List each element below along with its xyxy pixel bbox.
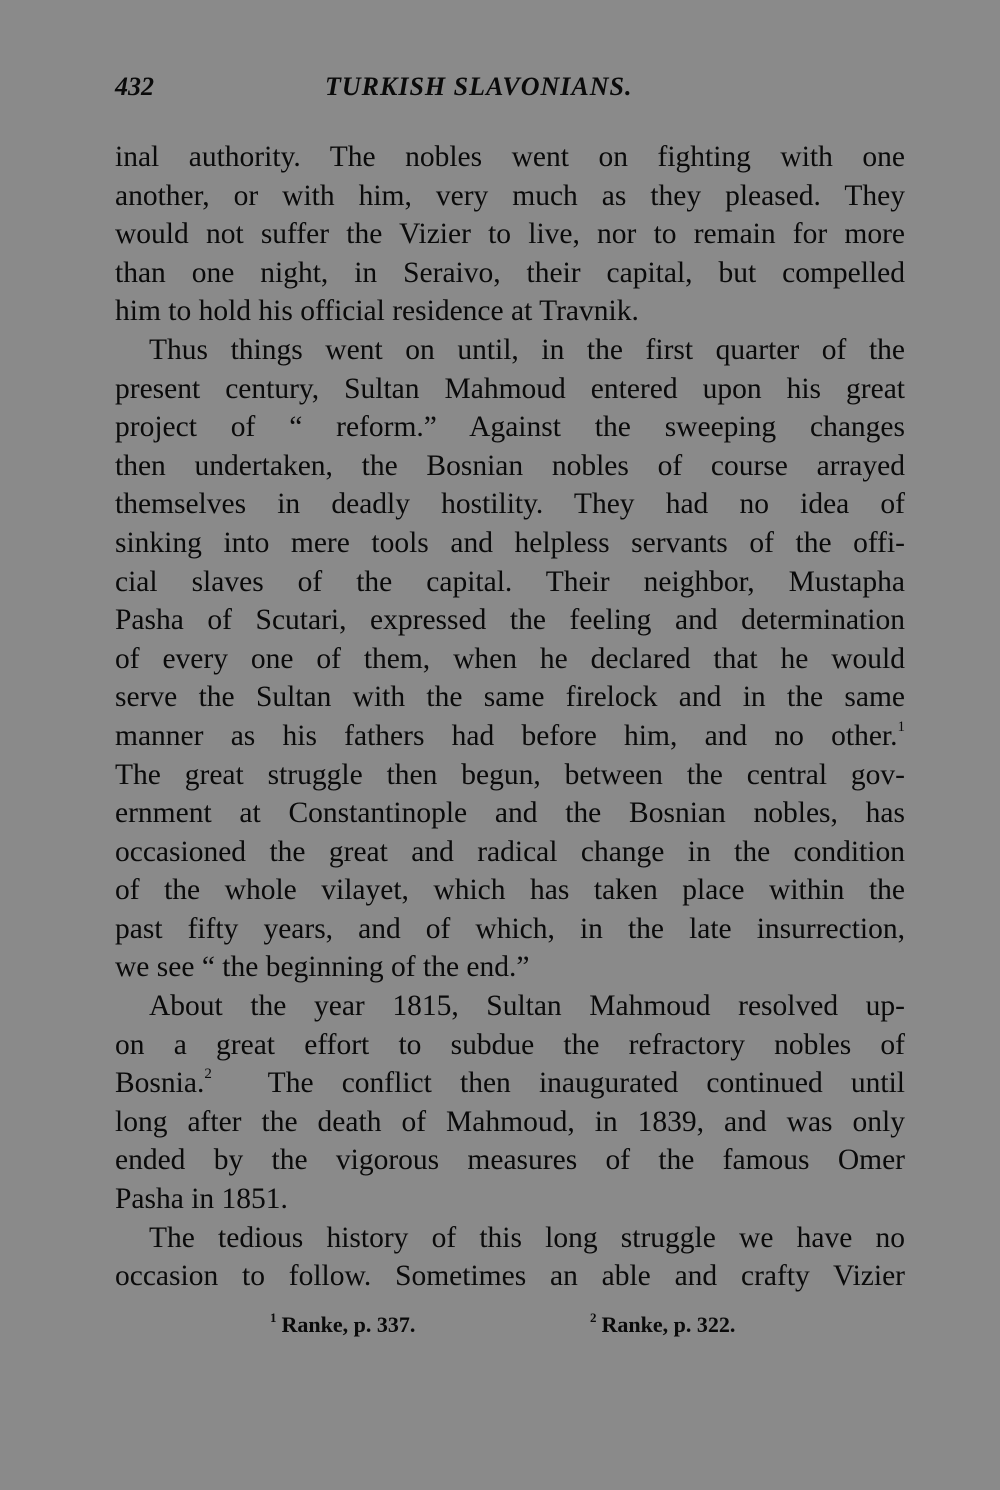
text-line: of every one of them, when he declared that he would <box>115 642 905 675</box>
text-line: long after the death of Mahmoud, in 1839, and was only <box>115 1105 905 1138</box>
text-line: themselves in deadly hostility. They had no idea of <box>115 488 905 521</box>
footnote-mark: 2 <box>590 1310 597 1325</box>
page-header <box>115 72 905 106</box>
footnote-1 <box>270 1310 415 1338</box>
text-line <box>115 717 905 756</box>
footnote-2 <box>590 1310 735 1338</box>
footnote-text: Ranke, p. 322. <box>601 1312 736 1337</box>
footnotes <box>115 1310 905 1342</box>
text-line: The great struggle then begun, between the central gov- <box>115 758 905 791</box>
text-line: cial slaves of the capital. Their neighbor, Mustapha <box>115 565 905 598</box>
text-line: serve the Sultan with the same firelock and in the same <box>115 681 905 714</box>
footnote-ref: 1 <box>897 718 905 735</box>
text-line: than one night, in Seraivo, their capital, but compelled <box>115 256 905 289</box>
body-text <box>115 138 905 1296</box>
text-line: inal authority. The nobles went on fighting with one <box>115 141 905 173</box>
text-line: ernment at Constantinople and the Bosnian nobles, has <box>115 797 905 830</box>
text-line: we see “ the beginning of the end.” <box>115 951 530 984</box>
text-line: another, or with him, very much as they pleased. They <box>115 179 905 212</box>
text-line: of the whole vilayet, which has taken place within the <box>115 874 905 907</box>
text-line: on a great effort to subdue the refractory nobles of <box>115 1028 905 1061</box>
text-line: past fifty years, and of which, in the late insurrection, <box>115 912 905 945</box>
text-line: Pasha of Scutari, expressed the feeling and determination <box>115 604 905 637</box>
text-line-content: Bosnia. <box>115 1067 205 1100</box>
text-line: project of “ reform.” Against the sweeping changes <box>115 411 905 444</box>
text-line <box>115 1064 905 1103</box>
text-line: would not suffer the Vizier to live, nor to remain for more <box>115 218 905 251</box>
text-line: Thus things went on until, in the first quarter of the <box>149 333 905 366</box>
text-line: The tedious history of this long struggle we have no <box>149 1221 905 1254</box>
text-line: ended by the vigorous measures of the famous Omer <box>115 1144 905 1177</box>
text-line: him to hold his official residence at Travnik. <box>115 295 639 328</box>
text-line: present century, Sultan Mahmoud entered upon his great <box>115 372 905 405</box>
text-line: About the year 1815, Sultan Mahmoud resolved up- <box>149 990 905 1023</box>
text-line: sinking into mere tools and helpless servants of the offi- <box>115 526 905 559</box>
running-title: TURKISH SLAVONIANS. <box>325 72 633 101</box>
text-line: occasioned the great and radical change in the condition <box>115 835 905 868</box>
text-line-content: The conflict then inaugurated continued until <box>267 1067 906 1100</box>
page-number: 432 <box>115 72 154 101</box>
footnote-ref: 2 <box>204 1066 212 1083</box>
text-line: then undertaken, the Bosnian nobles of course arrayed <box>115 449 905 482</box>
text-line: Pasha in 1851. <box>115 1183 288 1216</box>
footnote-text: Ranke, p. 337. <box>281 1312 416 1337</box>
text-line-content: manner as his fathers had before him, and no other. <box>115 719 898 752</box>
footnote-mark: 1 <box>270 1310 277 1325</box>
text-line: occasion to follow. Sometimes an able and crafty Vizier <box>115 1260 905 1293</box>
